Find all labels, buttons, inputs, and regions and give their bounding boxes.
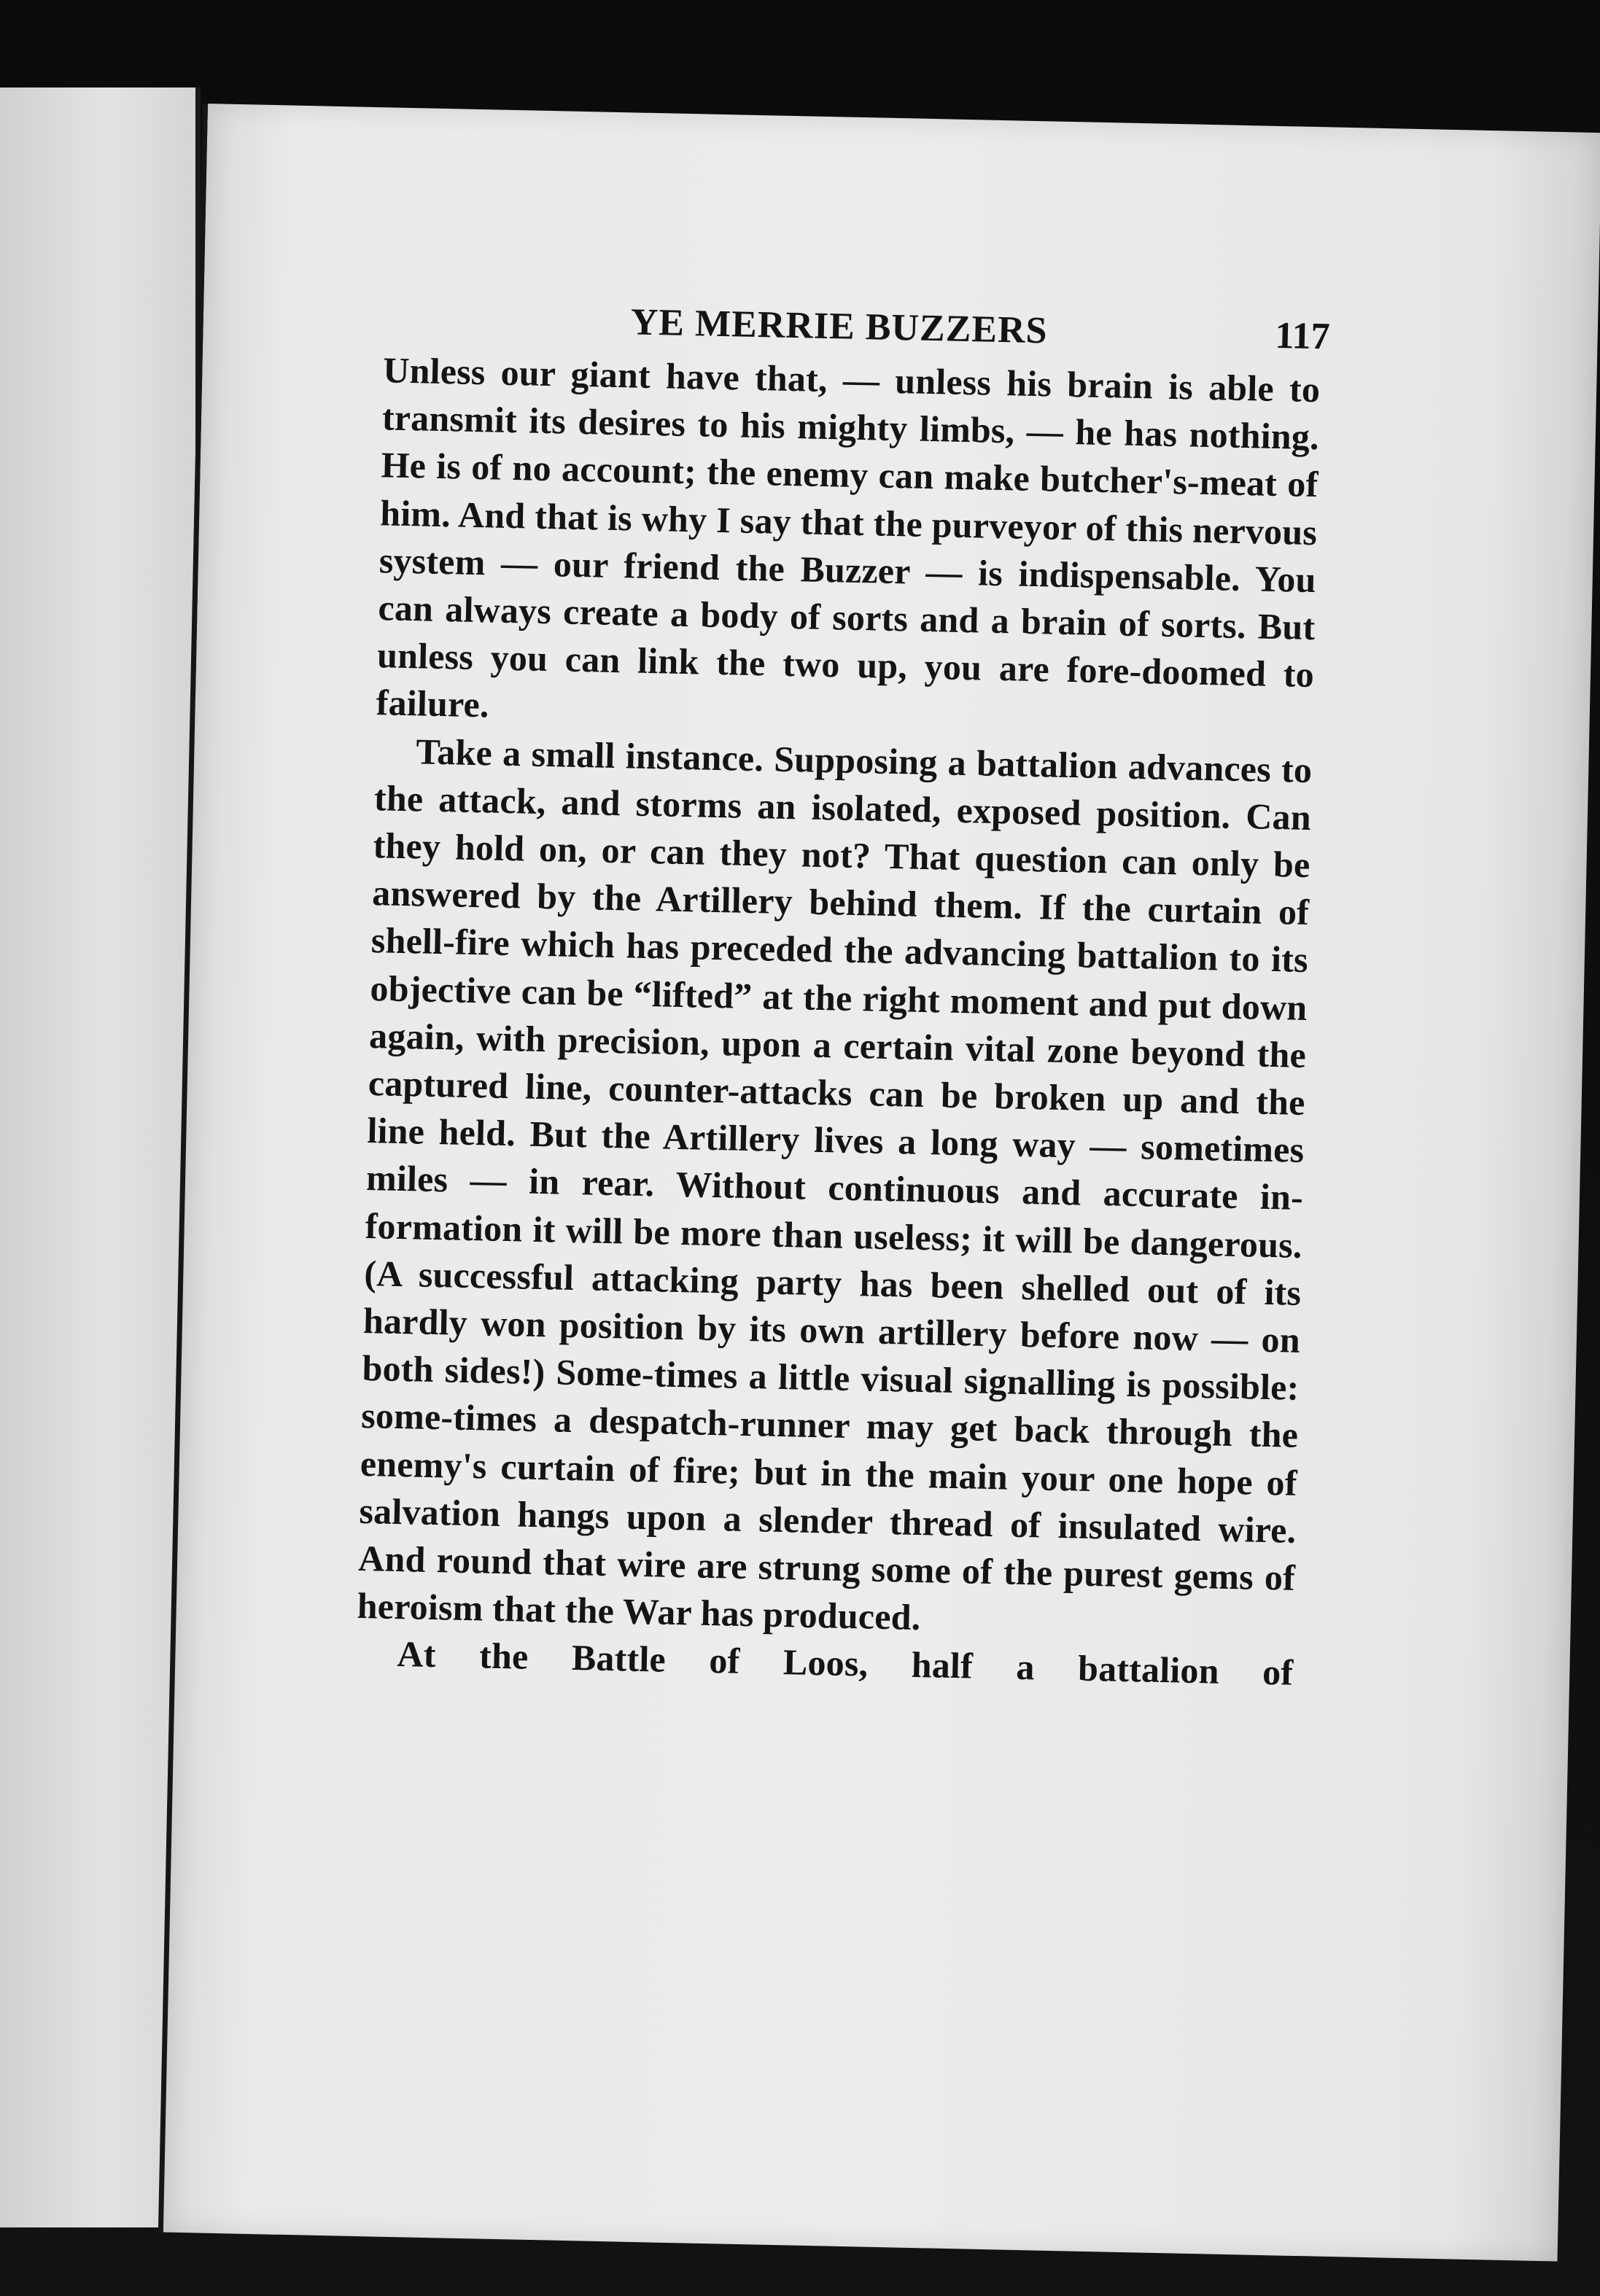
paragraph-3: At the Battle of Loos, half a battalion of bbox=[396, 1633, 1294, 1694]
paragraph-1: Unless our giant have that, — unless his brain is able to transmit its desires to his mighty limbs, — he has nothing. He is of no account; the enemy can make butcher's-meat of him. And that is why I say that the purveyor of this nervous system — our friend the Buzzer — is indispensable. You can always create a body of sorts and a brain of sorts. But unless you can link the two up, you are fore-doomed to failure. bbox=[376, 349, 1321, 725]
running-head-title: YE MERRIE BUZZERS bbox=[630, 301, 1049, 352]
book-page bbox=[158, 104, 1600, 2262]
page-number: 117 bbox=[1274, 314, 1331, 358]
paragraph-2: Take a small instance. Supposing a battalion advances to the attack, and storms an isolated, exposed position. Can they hold on, or can they not? That question can only be answered by the Artillery behind them. If the curtain of shell-fire which has preceded the advancing battalion to its objective can be “lifted” at the right moment and put down again, with precision, upon a certain vital zone beyond the captured line, counter-attacks can be broken up and the line held. But the Artillery lives a long way — sometimes miles — in rear. Without continuous and accurate in-formation it will be more than useless; it will be dangerous. (A successful attacking party has been shelled out of its hardly won position by its own artillery before now — on both sides!) Some-times a little visual signalling is possible: some-times a despatch-runner may get back through the enemy's curtain of fire; but in the main your one hope of salvation hangs upon a slender thread of insulated wire. And round that wire are strung some of the purest gems of heroism that the War has produced. bbox=[357, 730, 1313, 1638]
page-text-block bbox=[356, 295, 1331, 1697]
